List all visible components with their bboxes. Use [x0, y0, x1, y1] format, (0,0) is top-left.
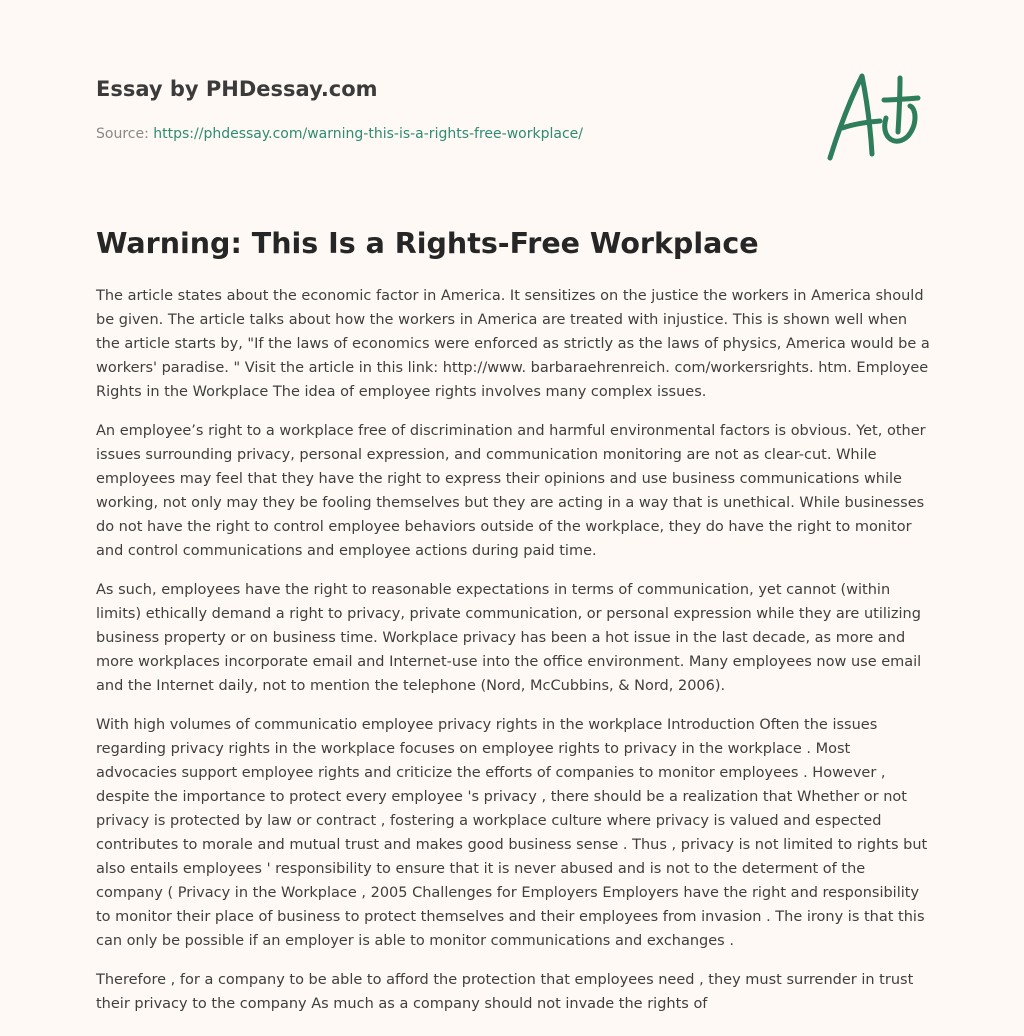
paragraph: As such, employees have the right to reasonable expectations in terms of communication, yet cannot (within limits) ethically demand a right to privacy, private communication, or personal expression while they are utilizing business property or on business time. Workplace privacy has been a hot issue in the last decade, as more and more workplaces incorporate email and Internet-use into the office environment. Many employees now use email and the Internet daily, not to mention the telephone (Nord, McCubbins, & Nord, 2006). [96, 582, 922, 694]
article-body [96, 284, 934, 1031]
paragraph: Therefore , for a company to be able to afford the protection that employees need , they must surrender in trust their privacy to the company As much as a company should not invade the rights of [96, 972, 914, 1012]
paragraph: The article states about the economic factor in America. It sensitizes on the justice the workers in America should be given. The article talks about how the workers in America are treated with injustice. This is shown well when the article starts by, "If the laws of economics were enforced as strictly as the laws of physics, America would be a workers' paradise. " Visit the article in this link: http://www. barbaraehrenreich. com/workersrights. htm. Employee Rights in the Workplace The idea of employee rights involves many complex issues. [96, 288, 930, 400]
source-line [96, 124, 583, 144]
article-title: Warning: This Is a Rights-Free Workplace [96, 227, 759, 260]
paragraph: An employee’s right to a workplace free of discrimination and harmful environmental factors is obvious. Yet, other issues surrounding privacy, personal expression, and communication monitoring are not as clear-cut. While employees may feel that they have the right to express their opinions and use business communications while working, not only may they be fooling themselves but they are acting in a way that is unethical. While businesses do not have the right to control employee behaviors outside of the workplace, they do have the right to monitor and control communications and employee actions during paid time. [96, 423, 926, 559]
site-brand: Essay by PHDessay.com [96, 77, 378, 101]
paragraph: With high volumes of communicatio employee privacy rights in the workplace Introduction Often the issues regarding privacy rights in the workplace focuses on employee rights to privacy in the workplace . Most advocacies support employee rights and criticize the efforts of companies to monitor employees . However , despite the importance to protect every employee 's privacy , there should be a realization that Whether or not privacy is protected by law or contract , fostering a workplace culture where privacy is valued and espected contributes to morale and mutual trust and makes good business sense . Thus , privacy is not limited to rights but also entails employees ' responsibility to ensure that it is never abused and is not to the determent of the company ( Privacy in the Workplace , 2005 Challenges for Employers Employers have the right and responsibility to monitor their place of business to protect themselves and their employees from invasion . The irony is that this can only be possible if an employer is able to monitor communications and exchanges . [96, 717, 928, 949]
source-link[interactable]: https://phdessay.com/warning-this-is-a-rights-free-workplace/ [153, 126, 583, 142]
a-plus-logo-icon [820, 66, 930, 166]
source-label: Source: [96, 126, 149, 142]
page-header [96, 72, 936, 142]
